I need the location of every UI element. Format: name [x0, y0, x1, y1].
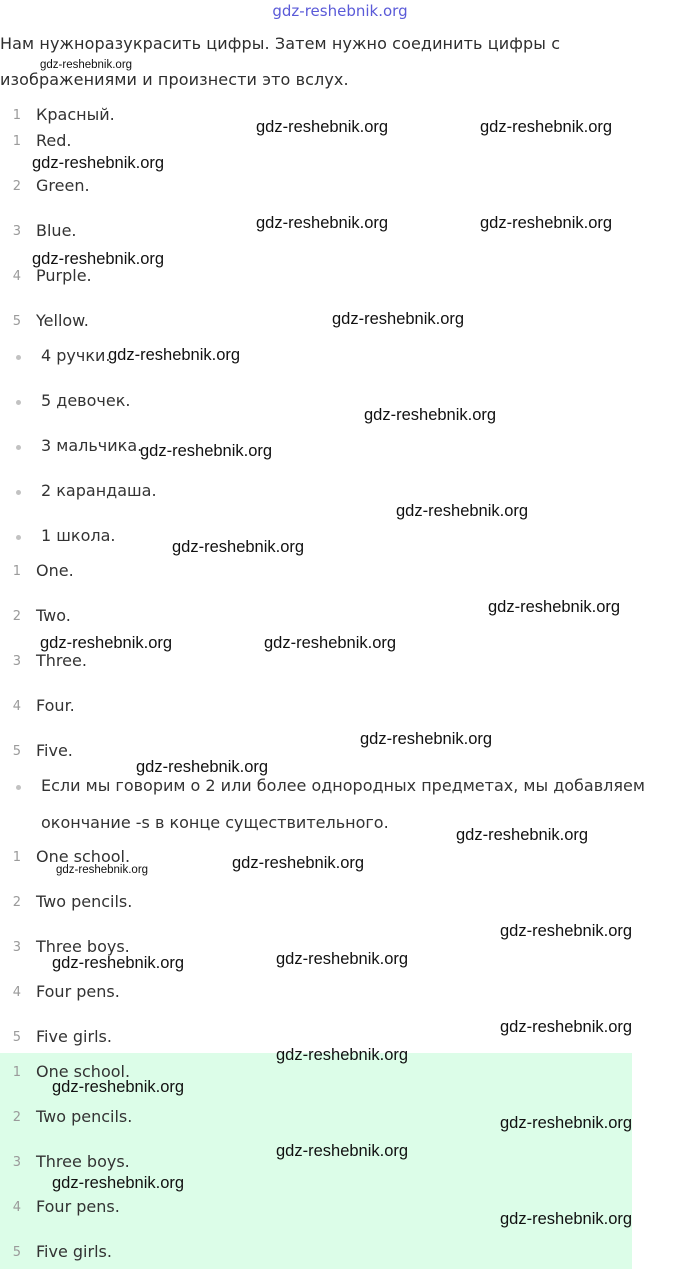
watermark: gdz-reshebnik.org: [276, 1142, 409, 1160]
list-item: Four pens.: [36, 982, 120, 1001]
list-number: 4: [12, 985, 21, 1000]
list-number: 5: [12, 1245, 21, 1260]
watermark: gdz-reshebnik.org: [52, 1078, 185, 1096]
watermark: gdz-reshebnik.org: [456, 826, 589, 844]
list-item: Purple.: [36, 266, 92, 285]
list-number: 2: [12, 895, 21, 910]
watermark: gdz-reshebnik.org: [488, 598, 621, 616]
watermark: gdz-reshebnik.org: [172, 538, 305, 556]
bullet-dot: [16, 355, 21, 360]
watermark: gdz-reshebnik.org: [396, 502, 529, 520]
bullet-dot: [16, 535, 21, 540]
intro-line-1: Нам нужноразукрасить цифры. Затем нужно соединить цифры с: [0, 34, 561, 53]
list-number: 4: [12, 699, 21, 714]
list-item: Yellow.: [36, 311, 89, 330]
watermark: gdz-reshebnik.org: [360, 730, 493, 748]
list-item: Красный.: [36, 105, 115, 124]
watermark: gdz-reshebnik.org: [140, 442, 273, 460]
list-number: 5: [12, 744, 21, 759]
list-number: 1: [12, 564, 21, 579]
list-item: Green.: [36, 176, 90, 195]
list-number: 3: [12, 1155, 21, 1170]
watermark: gdz-reshebnik.org: [332, 310, 465, 328]
watermark: gdz-reshebnik.org: [40, 634, 173, 652]
list-item: One school.: [36, 847, 131, 866]
watermark: gdz-reshebnik.org: [32, 250, 165, 268]
bullet-dot: [16, 785, 21, 790]
watermark: gdz-reshebnik.org: [364, 406, 497, 424]
list-number: 1: [12, 850, 21, 865]
list-item: Five girls.: [36, 1242, 112, 1261]
list-item: Four pens.: [36, 1197, 120, 1216]
watermark: gdz-reshebnik.org: [256, 118, 389, 136]
list-number: 2: [12, 179, 21, 194]
list-item: Three.: [36, 651, 87, 670]
list-item: 1 школа.: [41, 526, 116, 545]
bullet-dot: [16, 445, 21, 450]
list-item: 4 ручки.: [41, 346, 111, 365]
rule-line-1: Если мы говорим о 2 или более однородных предметах, мы добавляем: [41, 776, 645, 795]
list-item: One.: [36, 561, 74, 580]
rule-line-2: окончание -s в конце существительного.: [41, 813, 389, 832]
list-number: 1: [12, 134, 21, 149]
list-item: Two.: [36, 606, 71, 625]
watermark: gdz-reshebnik.org: [276, 950, 409, 968]
intro-line-2: изображениями и произнести это вслух.: [0, 70, 349, 89]
list-item: One school.: [36, 1062, 131, 1081]
list-item: Two pencils.: [36, 892, 133, 911]
list-number: 4: [12, 1200, 21, 1215]
list-item: 5 девочек.: [41, 391, 131, 410]
list-number: 3: [12, 224, 21, 239]
watermark: gdz-reshebnik.org: [480, 214, 613, 232]
list-number: 5: [12, 1030, 21, 1045]
list-item: Three boys.: [36, 1152, 130, 1171]
header-watermark: gdz-reshebnik.org: [272, 2, 408, 20]
list-number: 1: [12, 108, 21, 123]
list-number: 3: [12, 654, 21, 669]
list-item: Five girls.: [36, 1027, 112, 1046]
watermark: gdz-reshebnik.org: [108, 346, 241, 364]
watermark: gdz-reshebnik.org: [40, 59, 133, 71]
bullet-dot: [16, 490, 21, 495]
list-number: 2: [12, 1110, 21, 1125]
list-item: Four.: [36, 696, 75, 715]
watermark: gdz-reshebnik.org: [232, 854, 365, 872]
list-number: 4: [12, 269, 21, 284]
watermark: gdz-reshebnik.org: [276, 1046, 409, 1064]
list-number: 2: [12, 609, 21, 624]
watermark: gdz-reshebnik.org: [500, 922, 633, 940]
list-item: 3 мальчика.: [41, 436, 143, 455]
list-item: Red.: [36, 131, 72, 150]
list-item: 2 карандаша.: [41, 481, 157, 500]
list-item: Five.: [36, 741, 73, 760]
list-number: 5: [12, 314, 21, 329]
list-item: Three boys.: [36, 937, 130, 956]
watermark: gdz-reshebnik.org: [56, 864, 149, 876]
list-item: Blue.: [36, 221, 77, 240]
watermark: gdz-reshebnik.org: [264, 634, 397, 652]
watermark: gdz-reshebnik.org: [500, 1210, 633, 1228]
watermark: gdz-reshebnik.org: [500, 1114, 633, 1132]
watermark: gdz-reshebnik.org: [52, 954, 185, 972]
watermark: gdz-reshebnik.org: [480, 118, 613, 136]
watermark: gdz-reshebnik.org: [52, 1174, 185, 1192]
list-number: 1: [12, 1065, 21, 1080]
watermark: gdz-reshebnik.org: [256, 214, 389, 232]
list-item: Two pencils.: [36, 1107, 133, 1126]
bullet-dot: [16, 400, 21, 405]
watermark: gdz-reshebnik.org: [500, 1018, 633, 1036]
list-number: 3: [12, 940, 21, 955]
watermark: gdz-reshebnik.org: [32, 154, 165, 172]
watermark: gdz-reshebnik.org: [136, 758, 269, 776]
